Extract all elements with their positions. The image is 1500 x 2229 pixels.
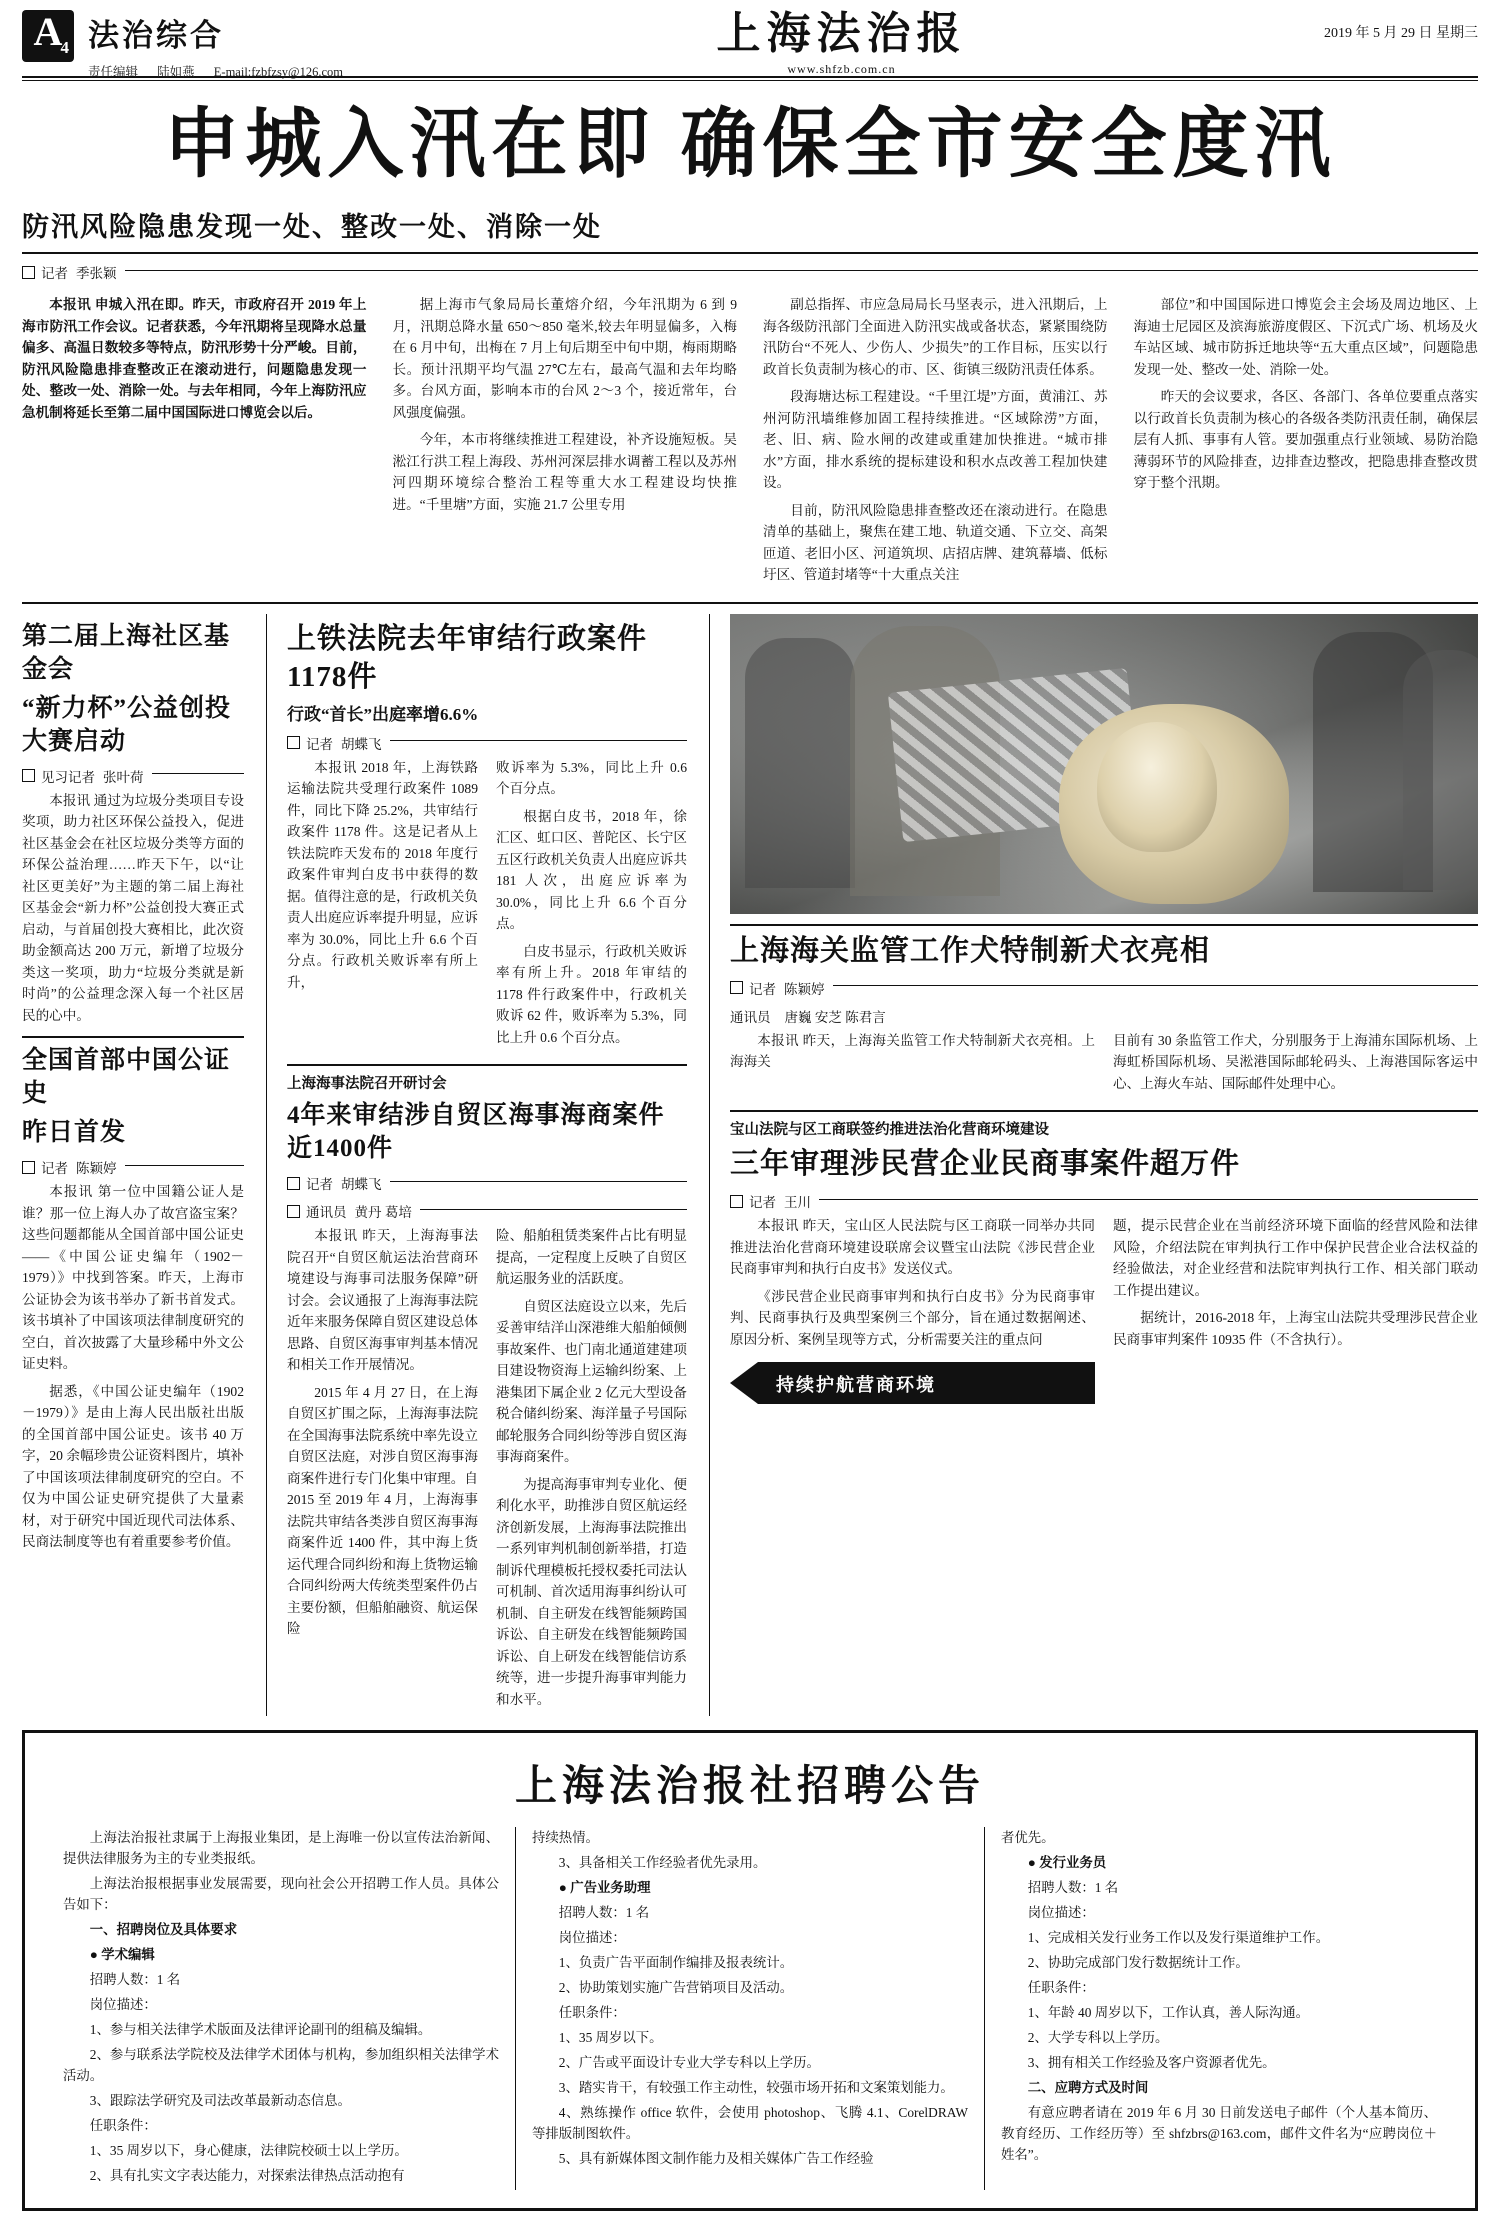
recruit-line: 招聘人数：1 名: [1027, 1880, 1119, 1895]
byline-name: 张叶荷: [103, 769, 144, 785]
paragraph: 白皮书显示，行政机关败诉率有所上升。2018 年审结的 1178 件行政案件中，行政机关败诉 62 件，败诉率为 5.3%，同比上升 0.6 个百分点。: [496, 943, 687, 1045]
byline2-label: 通讯员: [306, 1205, 347, 1220]
banner-text: 持续护航营商环境: [776, 1375, 936, 1395]
lead-col-1: [22, 294, 367, 592]
paragraph: 本报讯 昨天，上海海关监管工作犬特制新犬衣亮相。上海海关: [730, 1032, 1095, 1069]
recruit-line: 2、协助完成部门发行数据统计工作。: [1027, 1955, 1249, 1970]
byline-marker-icon: [287, 1177, 300, 1190]
editor-email: E-mail:fzbfzsy@126.com: [213, 65, 343, 79]
photo-person: [745, 638, 855, 888]
section-divider: [287, 1064, 687, 1066]
recruit-line: 2、协助策划实施广告营销项目及活动。: [558, 1980, 794, 1995]
recruit-line: 招聘人数：1 名: [558, 1905, 650, 1920]
paragraph: 根据白皮书，2018 年，徐汇区、虹口区、普陀区、长宁区五区行政机关负责人出庭应诉共 181 人次，出庭应诉率为 30.0%，同比上升 6.6 个百分点。: [496, 808, 687, 931]
byline-marker-icon: [22, 266, 35, 279]
lead-story-columns: [22, 294, 1478, 592]
paragraph: 2015 年 4 月 27 日，在上海自贸区扩围之际，上海海事法院在全国海事法院系统中率先设立自贸区法庭，对涉自贸区海事海商案件进行专门化集中审理。自 2015 至 2019 年 4 月，上海海事法院共审结各类涉自贸区海事海商案件近 1400 件，其中海上货运代理合同纠纷和海上货物运输合同纠纷两大传统类型案件仍占主要份额，但船舶融资、航运保险: [287, 1384, 478, 1636]
customs-dog-photo: [730, 614, 1478, 914]
byline-label: 见习记者: [41, 769, 95, 785]
baoshan-banner: [730, 1362, 1095, 1404]
recruit-line: 1、负责广告平面制作编排及报表统计。: [558, 1955, 794, 1970]
lead-col-2: [393, 294, 738, 592]
recruit-line: 1、35 周岁以下，身心健康，法律院校硕士以上学历。: [89, 2143, 408, 2158]
section-divider: [22, 1036, 244, 1038]
byline-rule: [420, 1209, 687, 1210]
section-title: 法治综合: [88, 18, 224, 53]
foundation-title-line2: “新力杯”公益创投大赛启动: [22, 694, 232, 755]
recruitment-col-1: [47, 1827, 515, 2190]
paragraph: 败诉率为 5.3%，同比上升 0.6 个百分点。: [496, 759, 687, 796]
headline-rule: [22, 252, 1478, 254]
lead-col-3: [763, 294, 1108, 592]
paper-title: 上海法治报: [716, 9, 967, 58]
recruit-line: 岗位描述：: [1027, 1905, 1095, 1920]
recruit-line: 上海法治报根据事业发展需要，现向社会公开招聘工作人员。具体公告如下：: [63, 1876, 499, 1912]
railcourt-title: 上铁法院去年审结行政案件1178件: [287, 622, 648, 693]
foundation-title-line1: 第二届上海社区基金会: [22, 622, 231, 683]
column-railcourt: [266, 614, 687, 1717]
paragraph: 本报讯 昨天，宝山区人民法院与区工商联一同举办共同推进法治化营商环境建设联席会议暨宝山法院《涉民营企业民商事审判和执行白皮书》发送仪式。: [730, 1218, 1095, 1276]
byline-label: 记者: [749, 1195, 776, 1210]
recruit-line: 2、参与联系法学院校及法律学术团体与机构，参加组织相关法律学术活动。: [63, 2047, 499, 2083]
paragraph: 今年，本市将继续推进工程建设，补齐设施短板。吴淞江行洪工程上海段、苏州河深层排水调蓄工程以及苏州河四期环境综合整治工程等重大水工程建设均快推进。“千里塘”方面，实施 21.7 公里专用: [392, 432, 737, 512]
baoshan-title: 三年审理涉民营企业民商事案件超万件: [730, 1148, 1241, 1180]
notary-title-line2: 昨日首发: [22, 1119, 127, 1146]
editor-name: 陆如燕: [157, 65, 195, 79]
byline2-label: 通讯员: [730, 1009, 771, 1025]
byline-marker-icon: [22, 1161, 35, 1174]
paper-nameplate: [359, 10, 1324, 77]
maritime-kicker: 上海海事法院召开研讨会: [287, 1076, 447, 1092]
maritime-byline: [287, 1173, 687, 1193]
lead-headline: 申城入汛在即 确保全市安全度汛: [163, 103, 1337, 187]
byline-name: 季张颖: [76, 266, 117, 281]
recruit-line: 3、具备相关工作经验者优先录用。: [558, 1855, 767, 1870]
paragraph: 段海塘达标工程建设。“千里江堤”方面，黄浦江、苏州河防汛墙维修加固工程持续推进。“区域除涝”方面，老、旧、病、险水闸的改建或重建加快推进。“城市排水”方面，排水系统的提标建设和积水点改善工程加快建设。: [763, 389, 1108, 490]
issue-date: 2019 年 5 月 29 日 星期三: [1324, 26, 1478, 41]
byline-name: 胡蝶飞: [341, 736, 382, 752]
recruit-line: 3、跟踪法学研究及司法改革最新动态信息。: [89, 2093, 351, 2108]
paragraph: 部位”和中国国际进口博览会主会场及周边地区、上海迪士尼园区及滨海旅游度假区、下沉式广场、机场及火车站区域、城市防拆迁地块等“五大重点区域”，问题隐患发现一处、整改一处、消除一处。: [1133, 297, 1478, 377]
customs-byline-2: [730, 1006, 1478, 1026]
photo-dog-head: [1097, 722, 1217, 852]
byline2-name: 黄丹 葛培: [354, 1205, 412, 1220]
recruit-line: 招聘人数：1 名: [89, 1972, 181, 1987]
recruit-line: 上海法治报社隶属于上海报业集团，是上海唯一份以宣传法治新闻、提供法律服务为主的专业类报纸。: [63, 1830, 499, 1866]
paragraph: 《涉民营企业民商事审判和执行白皮书》分为民商事审判、民商事执行及典型案例三个部分，旨在通过数据阐述、原因分析、案例呈现等方式，分析需要关注的重点问: [730, 1288, 1095, 1347]
notary-title-line1: 全国首部中国公证史: [22, 1047, 231, 1107]
paragraph: 本报讯 通过为垃圾分类项目专设奖项，助力社区环保公益投入，促进社区基金会在社区垃圾分类等方面的环保公益治理……昨天下午，以“让社区更美好”为主题的第二届上海社区基金会“新力杯”公益创投大赛正式启动，与首届创投大赛相比，此次资助金额高达 200 万元，新增了垃圾分类这一奖项，助力“垃圾分类就是新时尚”的公益理念深入每一个社区居民的心中。: [22, 792, 244, 1023]
recruit-line: 任职条件：: [558, 2005, 626, 2020]
lead-subhead: 防汛风险隐患发现一处、整改一处、消除一处: [22, 212, 602, 242]
paragraph: 据悉，《中国公证史编年（1902－1979）》是由上海人民出版社出版的全国首部中国公证史。该书 40 万字，20 余幅珍贵公证资料图片，填补了中国该项法律制度研究的空白。不仅为中国公证史研究提供了大量素材，对于研究中国近现代司法体系、民商法制度等也有着重要参考价值。: [22, 1383, 244, 1549]
recruit-line: 1、35 周岁以下。: [558, 2030, 663, 2045]
section-block: [88, 10, 359, 80]
recruit-line: 2、大学专科以上学历。: [1027, 2030, 1169, 2045]
byline-rule: [390, 1181, 688, 1182]
byline-marker-icon: [730, 1195, 743, 1208]
baoshan-kicker: 宝山法院与区工商联签约推进法治化营商环境建设: [730, 1122, 1049, 1138]
recruit-line: 5、具有新媒体图文制作能力及相关媒体广告工作经验: [558, 2151, 874, 2166]
byline-rule: [152, 773, 245, 774]
byline-name: 陈颖婷: [76, 1161, 117, 1176]
folio-number: 4: [60, 38, 69, 57]
maritime-byline-2: [287, 1201, 687, 1221]
recruit-line: ● 学术编辑: [89, 1947, 155, 1962]
section-divider: [730, 1110, 1478, 1112]
recruit-line: 2、广告或平面设计专业大学专科以上学历。: [558, 2055, 820, 2070]
recruit-line: 二、应聘方式及时间: [1027, 2080, 1149, 2095]
paragraph: 本报讯 昨天，上海海事法院召开“自贸区航运法治营商环境建设与海事司法服务保障”研讨会。会议通报了上海海事法院近年来服务保障自贸区建设总体思路、自贸区海事审判基本情况和相关工作开展情况。: [287, 1228, 478, 1372]
byline-rule: [125, 1165, 245, 1166]
maritime-title: 4年来审结涉自贸区海事海商案件近1400件: [287, 1102, 665, 1162]
recruit-line: 者优先。: [1001, 1830, 1055, 1845]
baoshan-byline: [730, 1191, 1478, 1211]
byline-name: 王川: [784, 1195, 811, 1210]
recruit-line: 岗位描述：: [89, 1997, 157, 2012]
recruit-line: 1、完成相关发行业务工作以及发行渠道维护工作。: [1027, 1930, 1330, 1945]
paragraph: 目前，防汛风险隐患排查整改还在滚动进行。在隐患清单的基础上，聚焦在建工地、轨道交通、下立交、高架匝道、老旧小区、河道筑坝、店招店牌、建筑幕墙、低标圩区、管道封堵等“十大重点关注: [763, 502, 1108, 582]
lead-col-4: [1134, 294, 1479, 592]
recruit-line: 4、熟练操作 office 软件，会使用 photoshop、飞腾 4.1、CorelDRAW 等排版制图软件。: [532, 2105, 968, 2141]
recruit-line: ● 发行业务员: [1027, 1855, 1107, 1870]
paragraph: 为提高海事审判专业化、便利化水平，助推涉自贸区航运经济创新发展，上海海事法院推出一系列审判机制创新举措，打造制诉代理模板托授权委托司法认可机制、首次适用海事纠纷认可机制、自主研发在线智能频跨国诉讼、自主研发在线智能频跨国诉讼、自上研发在线智能信访系统等，进一步提升海事审判能力和水平。: [496, 1476, 687, 1707]
recruit-line: ● 广告业务助理: [558, 1880, 651, 1895]
page-folio: [22, 10, 74, 62]
byline-label: 记者: [749, 981, 776, 997]
section-divider: [730, 924, 1478, 926]
paragraph: 本报讯 第一位中国籍公证人是谁？那一位上海人办了故宫盗宝案？这些问题都能从全国首部中国公证史——《中国公证史编年（1902－1979）》中找到答案。昨天，上海市公证协会为该书举办了新书首发式。该书填补了中国该项法律制度研究的空白，首次披露了大量珍稀中外文公证史料。: [22, 1184, 244, 1371]
recruit-line: 任职条件：: [89, 2118, 157, 2133]
byline-marker-icon: [287, 736, 300, 749]
byline-label: 记者: [306, 1177, 333, 1192]
byline-name: 陈颖婷: [784, 981, 825, 997]
lead-byline: [22, 262, 1478, 282]
editor-label: 责任编辑: [88, 65, 139, 79]
byline-marker-icon: [287, 1205, 300, 1218]
photo-person: [1403, 650, 1478, 890]
paragraph: 据统计，2016-2018 年，上海宝山法院共受理涉民营企业民商事审判案件 10935 件（不含执行）。: [1113, 1310, 1478, 1347]
recruit-line: 一、招聘岗位及具体要求: [89, 1922, 238, 1937]
recruit-line: 2、具有扎实文字表达能力，对探索法律热点活动抱有: [89, 2168, 405, 2183]
recruitment-columns: [47, 1827, 1453, 2190]
paragraph: 本报讯 2018 年，上海铁路运输法院共受理行政案件 1089 件，同比下降 25.2%，共审结行政案件 1178 件。这是记者从上铁法院昨天发布的 2018 年度行政案件审判白皮书中获得的数据。值得注意的是，行政机关负责人出庭应诉率提升明显，应诉率为 30.0%，同比上升 6.6 个百分点。行政机关败诉率有所上升，: [287, 759, 478, 990]
recruit-line: 有意应聘者请在 2019 年 6 月 30 日前发送电子邮件（个人基本简历、教育经历、工作经历等）至 shfzbrs@163.com，邮件文件名为“应聘岗位＋姓名”。: [1001, 2105, 1437, 2162]
paragraph: 险、船舶租赁类案件占比有明显提高，一定程度上反映了自贸区航运服务业的活跃度。: [496, 1228, 687, 1286]
recruit-line: 持续热情。: [532, 1830, 599, 1845]
byline-marker-icon: [730, 981, 743, 994]
section-divider: [22, 602, 1478, 604]
recruit-line: 3、踏实肯干，有较强工作主动性，较强市场开拓和文案策划能力。: [558, 2080, 954, 2095]
paragraph: 据上海市气象局局长董熔介绍，今年汛期为 6 到 9 月，汛期总降水量 650～850 毫米,较去年明显偏多，入梅在 6 月中旬，出梅在 7 月上旬后期至中旬中期，梅雨期略长。预计汛期平均气温 27℃左右，最高气温和去年均略多。台风方面，影响本市的台风 2～3 个，接近常年，台风强度偏强。: [392, 297, 737, 420]
byline-label: 记者: [41, 266, 68, 281]
byline-label: 记者: [41, 1161, 68, 1176]
byline-label: 记者: [306, 736, 333, 752]
byline-rule: [125, 270, 1479, 271]
railcourt-subtitle: 行政“首长”出庭率增6.6%: [287, 704, 479, 724]
customs-dog-title: 上海海关监管工作犬特制新犬衣亮相: [730, 934, 1211, 967]
byline-rule: [390, 740, 688, 741]
foundation-byline: [22, 766, 244, 786]
paragraph: 目前有 30 条监管工作犬，分别服务于上海浦东国际机场、上海虹桥国际机场、吴淞港国际邮轮码头、上海港国际客运中心、上海火车站、国际邮件处理中心。: [1113, 1032, 1478, 1091]
paper-website[interactable]: www.shfzb.com.cn: [787, 62, 896, 76]
railcourt-byline: [287, 733, 687, 753]
editor-line: [88, 62, 359, 80]
paragraph: 昨天的会议要求，各区、各部门、各单位要重点落实以行政首长负责制为核心的各级各类防汛责任制，确保层层有人抓、事事有人管。要加强重点行业领域、易防治隐薄弱环节的风险排查，边排查边整改，把隐患排查整改贯穿于整个汛期。: [1133, 389, 1478, 490]
recruitment-title: 上海法治报社招聘公告: [514, 1764, 985, 1810]
paragraph: 题，提示民营企业在当前经济环境下面临的经营风险和法律风险，介绍法院在审判执行工作中保护民营企业合法权益的经验做法，对企业经营和法院审判执行工作、相关部门联动工作提出建议。: [1113, 1218, 1478, 1298]
paragraph: 本报讯 申城入汛在即。昨天，市政府召开 2019 年上海市防汛工作会议。记者获悉，今年汛期将呈现降水总量偏多、高温日数较多等特点，防汛形势十分严峻。目前，防汛风险隐患排查整改正在滚动进行，问题隐患发现一处、整改一处、消除一处。与去年相同，今年上海防汛应急机制将延长至第二届中国国际进口博览会以后。: [22, 297, 367, 420]
recruit-line: 岗位描述：: [558, 1930, 626, 1945]
column-foundation: [22, 614, 244, 1717]
recruit-line: 任职条件：: [1027, 1980, 1095, 1995]
paragraph: 副总指挥、市应急局局长马坚表示，进入汛期后，上海各级防汛部门全面进入防汛实战或备状态，紧紧围绕防汛防台“不死人、少伤人、少损失”的工作目标，压实以行政首长负责制为核心的市、区、街镇三级防汛责任体系。: [763, 297, 1108, 377]
recruit-line: 3、拥有相关工作经验及客户资源者优先。: [1027, 2055, 1276, 2070]
recruit-line: 1、年龄 40 周岁以下，工作认真，善人际沟通。: [1027, 2005, 1309, 2020]
recruit-line: 1、参与相关法律学术版面及法律评论副刊的组稿及编辑。: [89, 2022, 432, 2037]
recruitment-col-2: [515, 1827, 984, 2190]
masthead-rule-2: [22, 80, 1478, 81]
notary-byline: [22, 1157, 244, 1177]
byline-marker-icon: [22, 769, 35, 782]
mid-section: [22, 614, 1478, 1717]
recruitment-col-3: [984, 1827, 1453, 2190]
paragraph: 自贸区法庭设立以来，先后妥善审结洋山深港维大船舶倾侧事故案件、也门南北通道建建项目建设物资海上运输纠纷案、上港集团下属企业 2 亿元大型设备税合储纠纷案、海洋量子号国际邮轮服务合同纠纷等涉自贸区海事海商案件。: [496, 1298, 687, 1464]
byline2-names: 唐巍 安芝 陈君言: [784, 1009, 886, 1025]
masthead: [22, 0, 1478, 79]
column-right: [709, 614, 1478, 1717]
recruitment-notice: [22, 1730, 1478, 2211]
byline-name: 胡蝶飞: [341, 1177, 382, 1192]
folio-letter: A: [33, 9, 63, 54]
byline-rule: [819, 1199, 1478, 1200]
byline-rule: [833, 985, 1479, 986]
customs-byline: [730, 978, 1478, 998]
